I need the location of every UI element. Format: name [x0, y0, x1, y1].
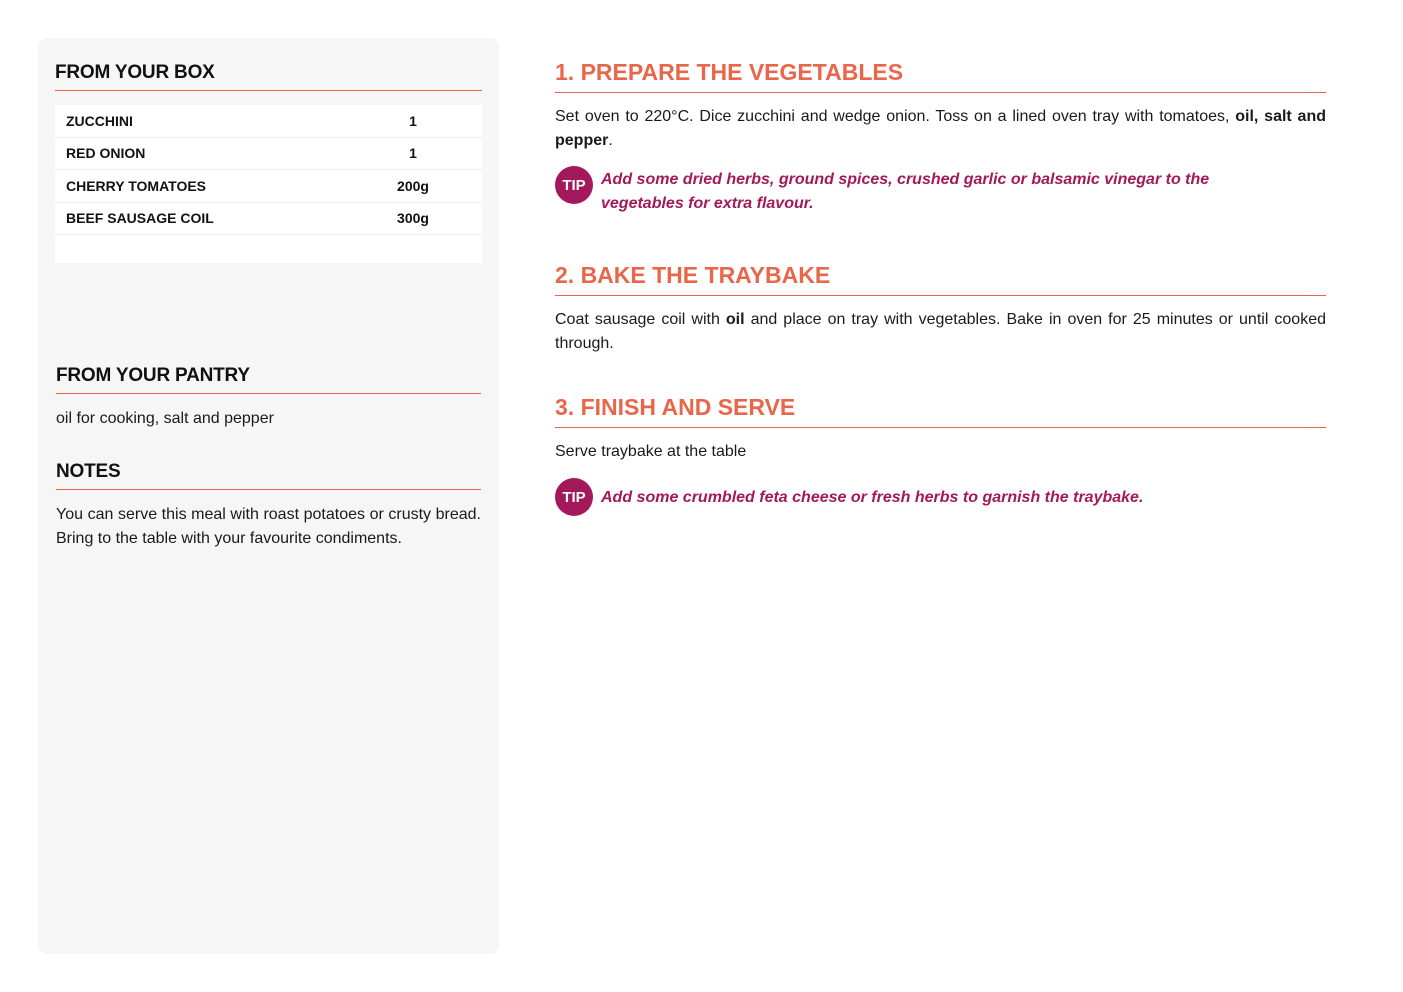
step-1-body: Set oven to 220°C. Dice zucchini and wedge onion. Toss on a lined oven tray with tomatoes, oil, salt and pepper.	[555, 108, 1326, 149]
tip-text: Add some crumbled feta cheese or fresh herbs to garnish the traybake.	[601, 489, 1144, 506]
table-row	[55, 138, 482, 171]
ingredients-panel	[38, 38, 499, 954]
notes-heading: NOTES	[56, 461, 481, 490]
ingredient-qty: 200g	[397, 177, 429, 194]
step-1-tip	[555, 166, 1275, 215]
step-3-title: 3. FINISH AND SERVE	[555, 394, 1326, 428]
ingredient-name: RED ONION	[66, 145, 146, 162]
step-3-tip	[555, 478, 1315, 516]
table-row	[55, 203, 482, 236]
ingredient-name: ZUCCHINI	[66, 112, 133, 129]
ingredient-name: CHERRY TOMATOES	[66, 177, 207, 194]
step-2-title: 2. BAKE THE TRAYBAKE	[555, 262, 1326, 296]
ingredient-name: BEEF SAUSAGE COIL	[66, 210, 214, 227]
from-your-pantry-heading: FROM YOUR PANTRY	[56, 365, 481, 394]
notes-text: You can serve this meal with roast potatoes or crusty bread. Bring to the table with your favourite condiments.	[56, 506, 481, 547]
table-row	[55, 170, 482, 203]
tip-badge: TIP	[555, 478, 593, 516]
pantry-text: oil for cooking, salt and pepper	[56, 410, 274, 427]
table-row	[55, 105, 482, 138]
step-3-body: Serve traybake at the table	[555, 443, 747, 460]
tip-badge: TIP	[555, 166, 593, 204]
ingredient-qty: 1	[409, 145, 417, 162]
from-your-box-heading: FROM YOUR BOX	[55, 62, 482, 91]
step-1-title: 1. PREPARE THE VEGETABLES	[555, 59, 1326, 93]
tip-text: Add some dried herbs, ground spices, crushed garlic or balsamic vinegar to the vegetables for extra flavour.	[601, 171, 1210, 212]
ingredient-qty: 1	[409, 112, 417, 129]
step-2-body: Coat sausage coil with oil and place on tray with vegetables. Bake in oven for 25 minutes or until cooked through.	[555, 311, 1326, 352]
ingredient-qty: 300g	[397, 210, 429, 227]
ingredients-table	[55, 105, 482, 263]
